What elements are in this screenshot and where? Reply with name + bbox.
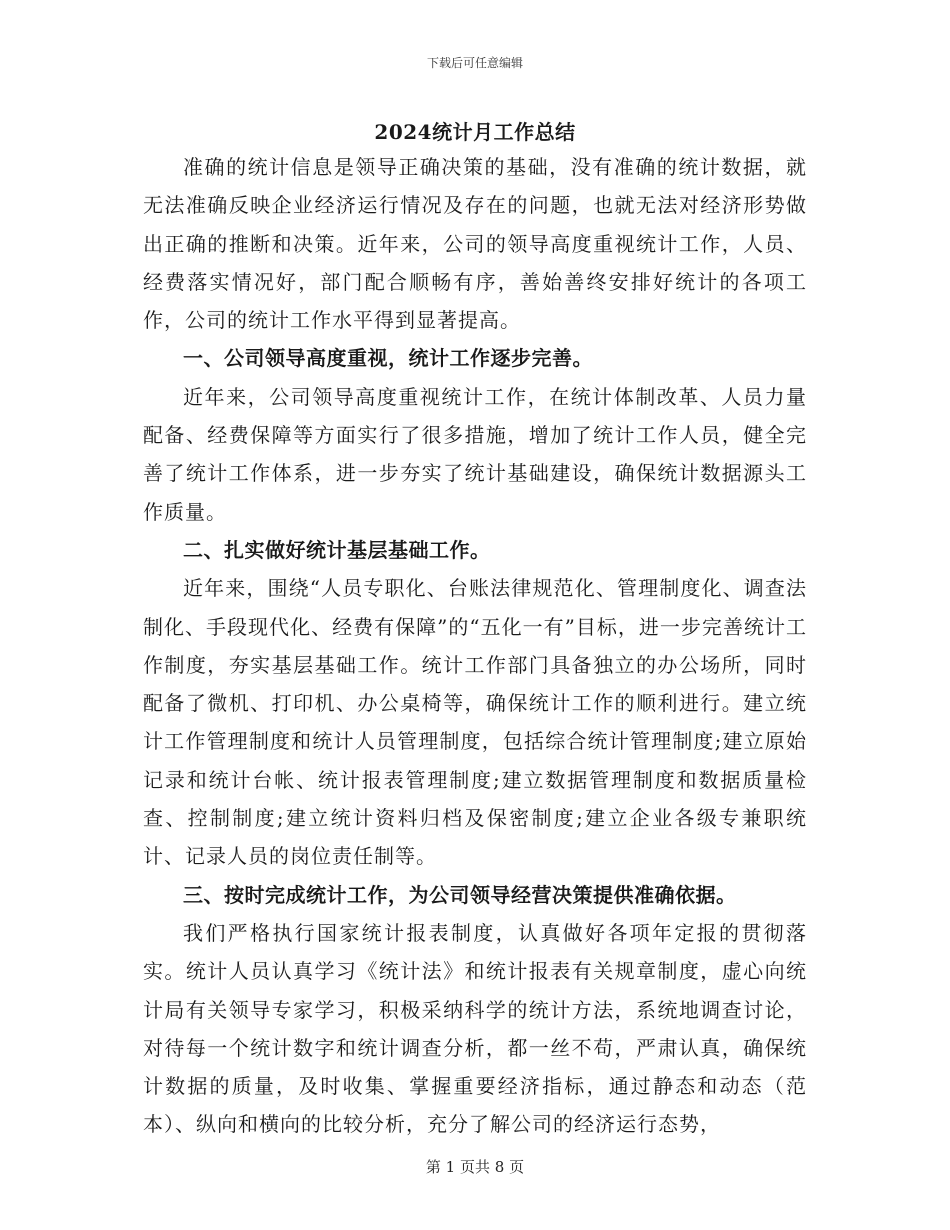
paragraph-section-2: 近年来，围绕“人员专职化、台账法律规范化、管理制度化、调查法制化、手段现代化、经费有保障”的“五化一有”目标，进一步完善统计工作制度，夯实基层基础工作。统计工作部门具备独立的办公场所，同时配备了微机、打印机、办公桌椅等，确保统计工作的顺利进行。建立统计工作管理制度和统计人员管理制度，包括综合统计管理制度;建立原始记录和统计台帐、统计报表管理制度;建立数据管理制度和数据质量检查、控制制度;建立统计资料归档及保密制度;建立企业各级专兼职统计、记录人员的岗位责任制等。 (143, 576, 807, 869)
section-heading-2: 二、扎实做好统计基层基础工作。 (183, 537, 491, 562)
paragraph-section-1: 近年来，公司领导高度重视统计工作，在统计体制改革、人员力量配备、经费保障等方面实行了很多措施，增加了统计工作人员，健全完善了统计工作体系，进一步夯实了统计基础建设，确保统计数据源头工作质量。 (143, 384, 807, 524)
section-heading-3: 三、按时完成统计工作，为公司领导经营决策提供准确依据。 (183, 882, 737, 907)
section-heading-1: 一、公司领导高度重视，统计工作逐步完善。 (183, 346, 593, 371)
paragraph-section-3: 我们严格执行国家统计报表制度，认真做好各项年定报的贯彻落实。统计人员认真学习《统计法》和统计报表有关规章制度，虚心向统计局有关领导专家学习，积极采纳科学的统计方法，系统地调查讨论，对待每一个统计数字和统计调查分析，都一丝不苟，严肃认真，确保统计数据的质量，及时收集、掌握重要经济指标，通过静态和动态（范本）、纵向和横向的比较分析，充分了解公司的经济运行态势， (143, 920, 807, 1137)
page-number-footer: 第 1 页共 8 页 (425, 1158, 525, 1176)
paragraph-intro: 准确的统计信息是领导正确决策的基础，没有准确的统计数据，就无法准确反映企业经济运行情况及存在的问题，也就无法对经济形势做出正确的推断和决策。近年来，公司的领导高度重视统计工作，人员、经费落实情况好，部门配合顺畅有序，善始善终安排好统计的各项工作，公司的统计工作水平得到显著提高。 (143, 155, 807, 333)
header-note: 下载后可任意编辑 (426, 56, 523, 70)
document-title: 2024统计月工作总结 (374, 120, 576, 144)
document-body (143, 148, 807, 1144)
